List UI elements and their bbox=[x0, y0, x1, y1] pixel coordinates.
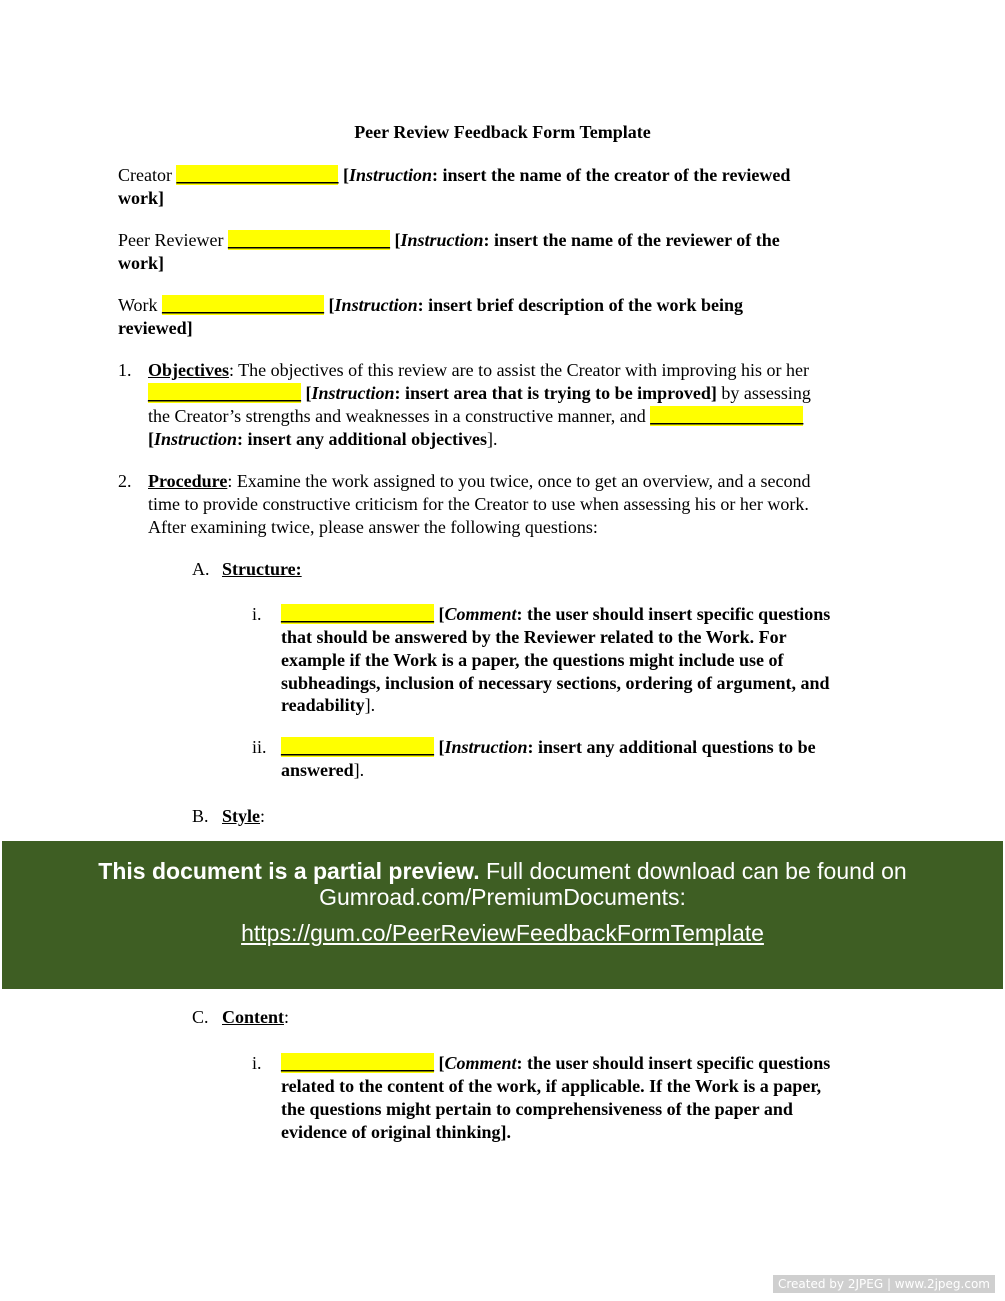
structure-i-blank[interactable]: _________________ bbox=[281, 604, 434, 624]
content-heading: Content bbox=[222, 1007, 284, 1027]
structure-i-number: i. bbox=[252, 604, 262, 624]
style-heading: Style bbox=[222, 806, 260, 826]
work-instr-line2: reviewed] bbox=[118, 318, 193, 338]
procedure-line2: time to provide constructive criticism for the Creator to use when assessing his or her work. bbox=[148, 494, 809, 514]
content-i-number: i. bbox=[252, 1053, 262, 1073]
creator-instr-line2: work] bbox=[118, 188, 164, 208]
structure-i-line2: that should be answered by the Reviewer related to the Work. For bbox=[281, 627, 787, 647]
content-i-line3: the questions might pertain to comprehensiveness of the paper and bbox=[281, 1099, 793, 1119]
reviewer-blank[interactable]: __________________ bbox=[227, 230, 390, 250]
content-heading-row: Content: bbox=[222, 1007, 290, 1027]
reviewer-instr-line2: work] bbox=[118, 253, 164, 273]
banner-message: This document is a partial preview. Full document download can be found on Gumroad.com/PremiumDocuments: bbox=[98, 858, 907, 910]
structure-ii-blank[interactable]: _________________ bbox=[281, 737, 434, 757]
structure-i-line5: readability]. bbox=[281, 695, 376, 715]
procedure-line3: After examining twice, please answer the following questions: bbox=[148, 517, 598, 537]
procedure-number: 2. bbox=[118, 471, 132, 491]
page-title: Peer Review Feedback Form Template bbox=[354, 122, 651, 142]
reviewer-field: Peer Reviewer __________________ [Instruction: insert the name of the reviewer of the bbox=[118, 230, 780, 250]
structure-heading: Structure: bbox=[222, 559, 302, 579]
style-letter: B. bbox=[192, 806, 209, 826]
content-letter: C. bbox=[192, 1007, 209, 1027]
structure-i-line1: _________________ [Comment: the user should insert specific questions bbox=[281, 604, 831, 624]
watermark-credit: Created by 2JPEG | www.2jpeg.com bbox=[773, 1275, 995, 1293]
reviewer-label: Peer Reviewer bbox=[118, 230, 224, 250]
content-i-line4: evidence of original thinking]. bbox=[281, 1122, 512, 1142]
objectives-line3: the Creator’s strengths and weaknesses in a constructive manner, and _________________ bbox=[148, 406, 804, 426]
preview-banner bbox=[2, 841, 1003, 989]
objectives-line2: _________________ [Instruction: insert area that is trying to be improved] by assessing bbox=[148, 383, 811, 403]
objectives-heading: Objectives bbox=[148, 360, 229, 380]
objectives-line4: [Instruction: insert any additional objectives]. bbox=[148, 429, 498, 449]
structure-letter: A. bbox=[192, 559, 210, 579]
content-i-line1: _________________ [Comment: the user should insert specific questions bbox=[281, 1053, 831, 1073]
structure-ii-number: ii. bbox=[252, 737, 267, 757]
structure-ii-line2: answered]. bbox=[281, 760, 365, 780]
work-blank[interactable]: __________________ bbox=[162, 295, 325, 315]
structure-i-line3: example if the Work is a paper, the questions might include use of bbox=[281, 650, 784, 670]
objectives-blank-2[interactable]: _________________ bbox=[650, 406, 804, 426]
procedure-line1: Procedure: Examine the work assigned to you twice, once to get an overview, and a second bbox=[148, 471, 811, 491]
content-i-blank[interactable]: _________________ bbox=[281, 1053, 434, 1073]
objectives-line1: Objectives: The objectives of this review are to assist the Creator with improving his or her bbox=[148, 360, 810, 380]
style-heading-row: Style: bbox=[222, 806, 266, 826]
objectives-number: 1. bbox=[118, 360, 132, 380]
structure-ii-line1: _________________ [Instruction: insert any additional questions to be bbox=[281, 737, 816, 757]
structure-i-line4: subheadings, inclusion of necessary sections, ordering of argument, and bbox=[281, 673, 830, 693]
creator-blank[interactable]: __________________ bbox=[176, 165, 339, 185]
content-i-line2: related to the content of the work, if applicable. If the Work is a paper, bbox=[281, 1076, 822, 1096]
download-link[interactable]: https://gum.co/PeerReviewFeedbackFormTemplate bbox=[241, 920, 764, 946]
creator-label: Creator bbox=[118, 165, 172, 185]
work-label: Work bbox=[118, 295, 158, 315]
objectives-blank-1[interactable]: _________________ bbox=[148, 383, 301, 403]
procedure-heading: Procedure bbox=[148, 471, 228, 491]
creator-field: Creator __________________ [Instruction: insert the name of the creator of the reviewed bbox=[118, 165, 791, 185]
work-field: Work __________________ [Instruction: insert brief description of the work being bbox=[118, 295, 744, 315]
